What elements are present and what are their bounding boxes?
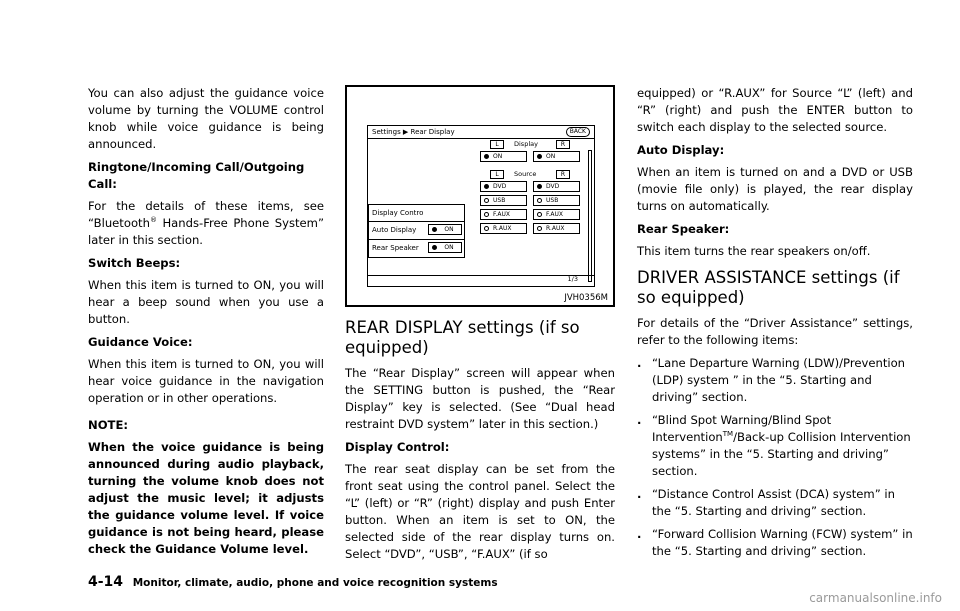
bottom-divider — [368, 275, 594, 276]
source-right-usb-button[interactable] — [533, 195, 580, 206]
switch-beeps-heading: Switch Beeps: — [88, 256, 181, 270]
bullet-icon: . — [637, 527, 642, 541]
menu-item-label: Display Contro — [372, 209, 424, 217]
rear-speaker-heading: Rear Speaker: — [637, 222, 730, 236]
list-item — [637, 486, 913, 520]
display-left-key[interactable]: L — [490, 140, 504, 149]
driver-assistance-intro: For details of the “Driver Assistance” settings, refer to the following items: — [637, 316, 913, 347]
dvd-label: DVD — [546, 183, 560, 190]
ringtone-text-b: Hands-Free Phone System” later in this section. — [88, 216, 324, 247]
scrollbar[interactable] — [588, 150, 592, 282]
list-item-text: “Forward Collision Warning (FCW) system” in the “5. Starting and driving” section. — [652, 527, 913, 558]
source-right-key[interactable]: R — [556, 170, 570, 179]
page-footer — [88, 574, 498, 592]
raux-label: R.AUX — [493, 225, 512, 232]
registered-mark: ® — [149, 216, 157, 224]
menu-item-auto-display[interactable] — [368, 222, 464, 240]
column-middle — [345, 318, 615, 569]
faux-label: F.AUX — [493, 211, 511, 218]
rear-display-screen — [367, 125, 595, 287]
usb-label: USB — [493, 197, 506, 204]
volume-paragraph: You can also adjust the guidance voice volume by turning the VOLUME control knob while voice guidance is being announced. — [88, 86, 324, 151]
rear-speaker-paragraph: This item turns the rear speakers on/off. — [637, 244, 871, 258]
auto-display-on-indicator — [428, 224, 462, 235]
trademark-mark: TM — [722, 430, 734, 438]
list-item-text: “Distance Control Assist (DCA) system” in the “5. Starting and driving” section. — [652, 487, 895, 518]
on-label: ON — [444, 226, 454, 233]
ringtone-text-a: For the details of these items, see “Bluetooth — [88, 199, 324, 230]
page-number: 4-14 — [88, 574, 124, 590]
source-label: Source — [514, 170, 537, 178]
source-left-dvd-button[interactable] — [480, 181, 527, 192]
on-label: ON — [546, 153, 556, 160]
selected-dot-icon — [484, 184, 489, 189]
driver-assistance-heading: DRIVER ASSISTANCE settings (if so equipped) — [637, 268, 900, 307]
list-item — [637, 412, 913, 480]
usb-label: USB — [546, 197, 559, 204]
screen-title: Settings ▶ Rear Display — [372, 128, 455, 136]
radio-dot-icon — [537, 198, 542, 203]
faux-label: F.AUX — [546, 211, 564, 218]
source-continuation-paragraph: equipped) or “R.AUX” for Source “L” (left) and “R” (right) and push the ENTER button to switch each display to the selected source. — [637, 86, 913, 134]
source-left-faux-button[interactable] — [480, 209, 527, 220]
list-item-text: “Lane Departure Warning (LDW)/Prevention (LDP) system ” in the “5. Starting and driving” section. — [652, 356, 906, 404]
column-left — [88, 85, 324, 564]
figure-code: JVH0356M — [564, 293, 608, 303]
list-item-text-b: /Back-up Collision Intervention systems” in the “5. Starting and driving” section. — [652, 430, 911, 478]
raux-label: R.AUX — [546, 225, 565, 232]
switch-beeps-paragraph: When this item is turned to ON, you will hear a beep sound when you use a button. — [88, 278, 324, 326]
selected-dot-icon — [432, 227, 437, 232]
selected-dot-icon — [537, 184, 542, 189]
auto-display-heading: Auto Display: — [637, 143, 725, 157]
list-item — [637, 526, 913, 560]
radio-dot-icon — [484, 212, 489, 217]
list-item-text-a: “Blind Spot Warning/Blind Spot Intervention — [652, 413, 832, 444]
title-divider — [368, 138, 594, 139]
radio-dot-icon — [484, 198, 489, 203]
rear-display-figure — [345, 85, 615, 307]
column-right — [637, 85, 913, 566]
source-left-usb-button[interactable] — [480, 195, 527, 206]
back-button[interactable]: BACK — [566, 127, 590, 137]
selected-dot-icon — [537, 154, 542, 159]
bullet-icon: . — [637, 413, 642, 427]
auto-display-paragraph: When an item is turned on and a DVD or USB (movie file only) is played, the rear display turns on automatically. — [637, 165, 913, 213]
rear-speaker-on-indicator — [428, 242, 462, 253]
source-left-key[interactable]: L — [490, 170, 504, 179]
display-right-key[interactable]: R — [556, 140, 570, 149]
ringtone-heading: Ringtone/Incoming Call/Outgoing Call: — [88, 160, 305, 191]
display-right-on-button[interactable] — [533, 151, 580, 162]
menu-item-rear-speaker[interactable] — [368, 240, 464, 258]
page-indicator: 1/3 — [567, 275, 578, 283]
menu-item-display-control[interactable] — [368, 204, 464, 222]
selected-dot-icon — [432, 245, 437, 250]
on-label: ON — [444, 244, 454, 251]
source-left-raux-button[interactable] — [480, 223, 527, 234]
note-heading: NOTE: — [88, 418, 129, 432]
display-left-on-button[interactable] — [480, 151, 527, 162]
radio-dot-icon — [484, 226, 489, 231]
display-label: Display — [514, 140, 538, 148]
list-item — [637, 355, 913, 406]
footer-section-title: Monitor, climate, audio, phone and voice recognition systems — [132, 577, 498, 589]
watermark: carmanualsonline.info — [809, 591, 942, 605]
radio-dot-icon — [537, 212, 542, 217]
source-right-dvd-button[interactable] — [533, 181, 580, 192]
bullet-icon: . — [637, 356, 642, 370]
rear-display-heading: REAR DISPLAY settings (if so equipped) — [345, 318, 580, 357]
dvd-label: DVD — [493, 183, 507, 190]
bullet-icon: . — [637, 487, 642, 501]
radio-dot-icon — [537, 226, 542, 231]
rear-display-intro: The “Rear Display” screen will appear when the SETTING button is pushed, the “Rear Display” key is selected. (See “Dual head restraint DVD system” later in this section.) — [345, 366, 615, 431]
menu-item-label: Auto Display — [372, 226, 417, 234]
display-control-paragraph: The rear seat display can be set from the front seat using the control panel. Select the “L” (left) or “R” (right) display and push Enter button. When an item is set to ON, the selected side of the rear display turns on. Select “DVD”, “USB”, “F.AUX” (if so — [345, 462, 615, 561]
ringtone-paragraph — [88, 198, 324, 249]
source-right-raux-button[interactable] — [533, 223, 580, 234]
note-paragraph: When the voice guidance is being announced during audio playback, turning the volume knob does not adjust the music level; it adjusts the guidance volume level. If voice guidance is not being heard, please check the Guidance Volume level. — [88, 440, 324, 556]
on-label: ON — [493, 153, 503, 160]
menu-item-label: Rear Speaker — [372, 244, 419, 252]
selected-dot-icon — [484, 154, 489, 159]
guidance-voice-heading: Guidance Voice: — [88, 335, 193, 349]
display-control-heading: Display Control: — [345, 440, 450, 454]
guidance-voice-paragraph: When this item is turned to ON, you will hear voice guidance in the navigation operation or in other operations. — [88, 357, 324, 405]
source-right-faux-button[interactable] — [533, 209, 580, 220]
